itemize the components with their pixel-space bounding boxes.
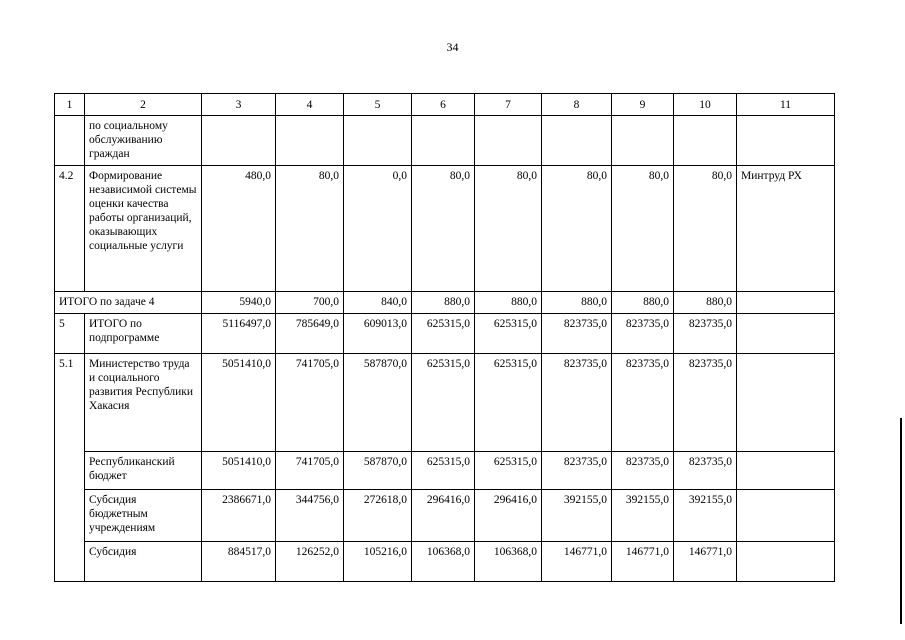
value-cell: 146771,0 [674,542,737,582]
row-subsidy [55,542,835,582]
value-cell: 296416,0 [475,490,542,542]
column-header: 9 [612,94,674,116]
name-cell: Республиканский бюджет [85,452,202,490]
page-number: 34 [446,40,459,54]
value-cell: 0,0 [344,166,412,292]
row-4-2 [55,166,835,292]
value-cell: 880,0 [612,292,674,314]
value-cell: 392155,0 [612,490,674,542]
value-cell: 625315,0 [412,354,475,452]
value-cell: 392155,0 [674,490,737,542]
column-header: 5 [344,94,412,116]
value-cell: 823735,0 [612,354,674,452]
row-subsidy-budget-institutions [55,490,835,542]
value-cell: 480,0 [202,166,276,292]
value-cell: 80,0 [475,166,542,292]
value-cell: 587870,0 [344,452,412,490]
value-cell: 80,0 [412,166,475,292]
value-cell: 823735,0 [674,314,737,354]
value-cell: 741705,0 [276,354,344,452]
value-cell: 2386671,0 [202,490,276,542]
code-cell: 5 [55,314,85,354]
continuation-row [55,116,835,166]
value-cell: 880,0 [674,292,737,314]
code-cell: 4.2 [55,166,85,292]
value-cell: 80,0 [674,166,737,292]
executor-cell: Минтруд РХ [737,166,835,292]
value-cell: 700,0 [276,292,344,314]
column-header: 11 [737,94,835,116]
column-header: 7 [475,94,542,116]
name-cell: Министерство труда и социального развития Республики Хакасия [85,354,202,452]
value-cell: 884517,0 [202,542,276,582]
value-cell: 823735,0 [674,354,737,452]
column-header: 3 [202,94,276,116]
value-cell: 587870,0 [344,354,412,452]
code-cell: 5.1 [55,354,85,582]
value-cell: 5051410,0 [202,452,276,490]
value-cell: 80,0 [612,166,674,292]
column-header: 4 [276,94,344,116]
column-header: 8 [542,94,612,116]
value-cell: 344756,0 [276,490,344,542]
value-cell: 106368,0 [475,542,542,582]
value-cell: 5940,0 [202,292,276,314]
scan-edge-line [900,418,902,624]
value-cell: 625315,0 [475,314,542,354]
value-cell: 106368,0 [412,542,475,582]
value-cell: 105216,0 [344,542,412,582]
value-cell: 625315,0 [475,452,542,490]
value-cell: 625315,0 [412,452,475,490]
value-cell: 785649,0 [276,314,344,354]
value-cell: 126252,0 [276,542,344,582]
column-header: 10 [674,94,737,116]
row-5-1 [55,354,835,452]
total-label: ИТОГО по задаче 4 [55,292,202,314]
row-republican-budget [55,452,835,490]
column-header: 2 [85,94,202,116]
code-cell [55,116,85,166]
value-cell: 823735,0 [612,314,674,354]
value-cell: 80,0 [276,166,344,292]
row-5 [55,314,835,354]
value-cell: 880,0 [412,292,475,314]
value-cell: 272618,0 [344,490,412,542]
value-cell: 392155,0 [542,490,612,542]
value-cell: 823735,0 [612,452,674,490]
value-cell: 880,0 [542,292,612,314]
value-cell: 625315,0 [412,314,475,354]
value-cell: 880,0 [475,292,542,314]
total-task-4-row [55,292,835,314]
value-cell: 80,0 [542,166,612,292]
value-cell: 823735,0 [542,354,612,452]
column-header: 6 [412,94,475,116]
value-cell: 823735,0 [542,314,612,354]
name-cell: Субсидия бюджетным учреждениям [85,490,202,542]
value-cell: 840,0 [344,292,412,314]
name-cell: Субсидия [85,542,202,582]
value-cell: 5116497,0 [202,314,276,354]
column-number-row [55,94,835,116]
name-cell: по социальному обслуживанию граждан [85,116,202,166]
value-cell: 823735,0 [542,452,612,490]
value-cell: 5051410,0 [202,354,276,452]
value-cell: 609013,0 [344,314,412,354]
value-cell: 741705,0 [276,452,344,490]
value-cell: 146771,0 [612,542,674,582]
value-cell: 823735,0 [674,452,737,490]
value-cell: 296416,0 [412,490,475,542]
name-cell: Формирование независимой системы оценки качества работы организаций, оказывающих социальные услуги [85,166,202,292]
value-cell: 625315,0 [475,354,542,452]
value-cell: 146771,0 [542,542,612,582]
program-funding-table [54,93,835,582]
column-header: 1 [55,94,85,116]
name-cell: ИТОГО по подпрограмме [85,314,202,354]
